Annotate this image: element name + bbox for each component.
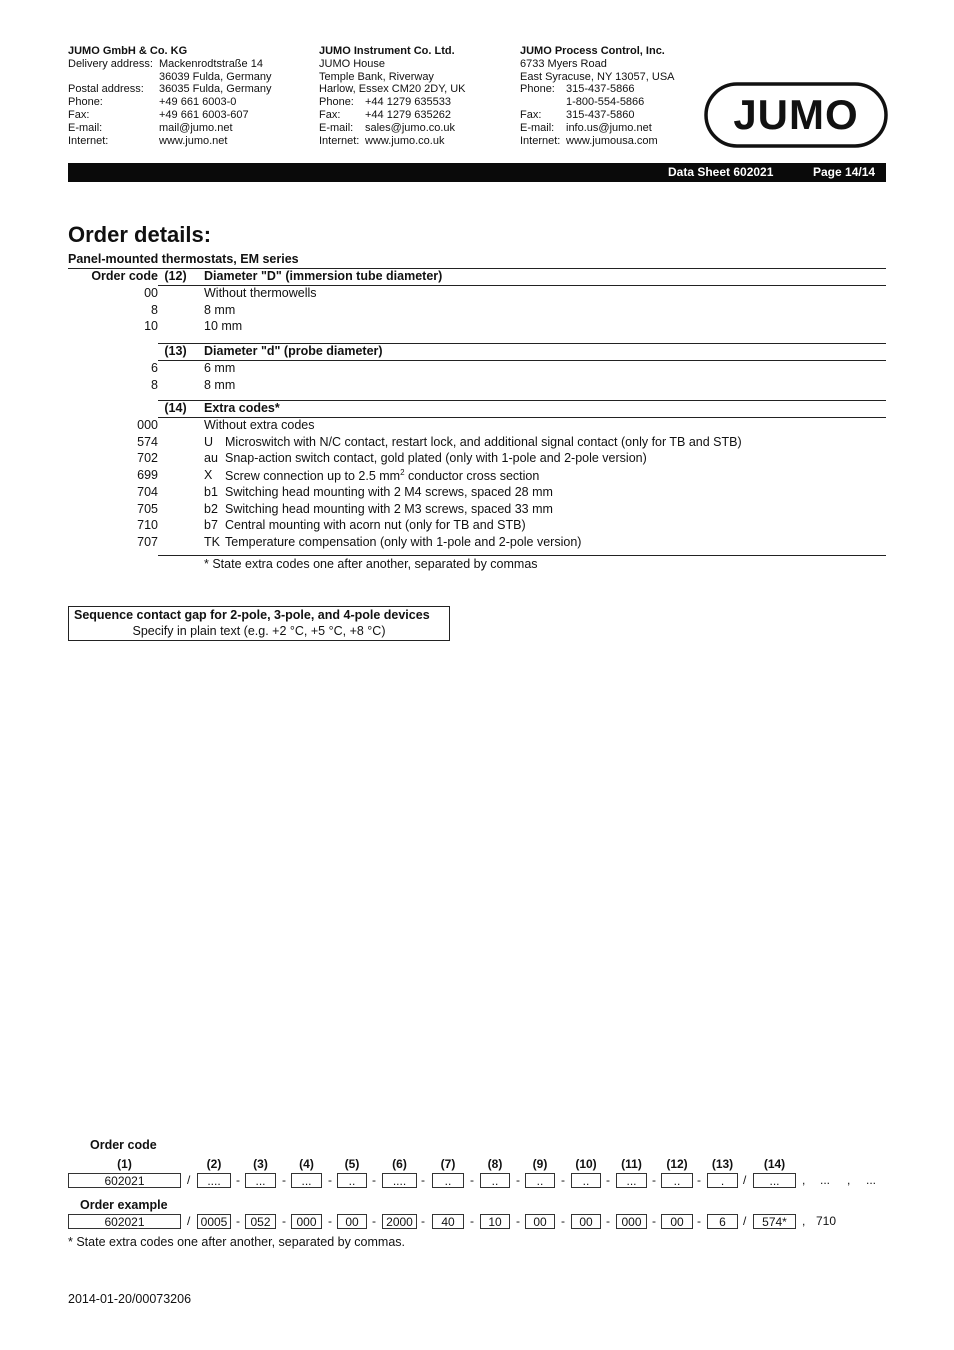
order-separator: -	[606, 1214, 610, 1228]
company-block-germany	[68, 45, 308, 147]
company-row-label: Fax:	[520, 108, 542, 121]
section-number: (13)	[164, 344, 187, 358]
order-separator: -	[697, 1214, 701, 1228]
code-description	[225, 451, 647, 465]
company-row-value: JUMO House	[319, 57, 386, 70]
order-example-field: 00	[661, 1214, 693, 1229]
order-trailing: ...	[820, 1173, 831, 1187]
order-code-value: 000	[137, 418, 158, 432]
company-row	[319, 83, 519, 96]
company-row	[319, 96, 519, 109]
company-row-value: mail@jumo.net	[159, 121, 233, 134]
order-code-field: .	[707, 1173, 738, 1188]
order-separator: -	[282, 1173, 286, 1187]
order-code-field: ...	[753, 1173, 796, 1188]
order-code-field: ..	[661, 1173, 693, 1188]
company-row-label	[520, 96, 566, 109]
company-row-value: +49 661 6003-607	[159, 108, 249, 121]
company-row-value: East Syracuse, NY 13057, USA	[520, 70, 675, 83]
code-description-text: conductor cross section	[404, 469, 540, 484]
order-code-value: 702	[137, 451, 158, 466]
company-row-value: www.jumousa.com	[566, 134, 658, 147]
company-row	[68, 83, 308, 96]
order-field-number: (8)	[487, 1157, 503, 1171]
company-row-label: Internet:	[319, 134, 360, 147]
code-description-text: 8 mm	[204, 377, 236, 392]
order-separator: -	[470, 1173, 474, 1187]
order-example-field: 000	[291, 1214, 322, 1229]
code-description	[225, 535, 581, 549]
order-example-trailing: 710	[816, 1214, 837, 1228]
code-description	[225, 435, 742, 449]
order-separator: -	[282, 1214, 286, 1228]
order-field-number: (2)	[206, 1157, 222, 1171]
company-row-value: 6733 Myers Road	[520, 57, 607, 70]
order-separator: /	[743, 1173, 747, 1187]
order-separator: -	[561, 1214, 565, 1228]
order-example-field: 000	[616, 1214, 647, 1229]
company-row-value: 1-800-554-5866	[566, 96, 645, 109]
order-code-header: Order code	[91, 269, 158, 283]
company-row	[520, 58, 710, 71]
order-code-field: ..	[571, 1173, 601, 1188]
sequence-box-text: Specify in plain text (e.g. +2 °C, +5 °C, +8 °C)	[132, 624, 386, 638]
order-example-field: 2000	[382, 1214, 417, 1229]
section-number: (12)	[164, 269, 187, 283]
company-row	[68, 135, 308, 148]
order-separator: -	[421, 1214, 425, 1228]
code-prefix: U	[204, 434, 214, 449]
company-row-label: Phone:	[520, 83, 555, 96]
company-name: JUMO Process Control, Inc.	[520, 45, 665, 57]
code-description-text: Screw connection up to 2.5 mm	[225, 469, 401, 484]
order-example-field: 052	[245, 1214, 276, 1229]
code-description-text: Microswitch with N/C contact, restart lock, and additional signal contact (only for TB and STB)	[225, 434, 742, 449]
order-code-value: 710	[137, 518, 158, 533]
company-row-value: +44 1279 635533	[365, 96, 451, 109]
code-description-text: Without thermowells	[204, 286, 317, 300]
order-separator: -	[561, 1173, 565, 1187]
order-code-field: ...	[616, 1173, 647, 1188]
order-example-trailing: ,	[802, 1214, 806, 1228]
company-row-label: Phone:	[319, 96, 354, 109]
order-separator: -	[236, 1173, 240, 1187]
order-separator: -	[236, 1214, 240, 1228]
order-separator: -	[697, 1173, 701, 1187]
order-field-number: (14)	[763, 1157, 786, 1171]
company-row-value: 36035 Fulda, Germany	[159, 83, 272, 96]
order-field-number: (11)	[621, 1157, 642, 1171]
order-code-field: ..	[480, 1173, 510, 1188]
company-row	[68, 122, 308, 135]
company-row-value: info.us@jumo.net	[566, 121, 652, 134]
company-row	[520, 83, 710, 96]
order-example-field: 00	[525, 1214, 555, 1229]
order-code-field: ...	[291, 1173, 322, 1188]
jumo-logo	[704, 82, 888, 148]
page-title: Order details:	[68, 222, 212, 247]
company-row	[319, 135, 519, 148]
company-row	[319, 71, 519, 84]
superscript: 2	[400, 468, 405, 478]
company-row-label: Phone:	[68, 96, 103, 109]
company-row	[520, 96, 710, 109]
order-field-number: (4)	[299, 1157, 314, 1171]
footer-date: 2014-01-20/00073206	[68, 1292, 192, 1306]
company-row-value: Harlow, Essex CM20 2DY, UK	[319, 83, 466, 96]
code-description	[225, 485, 553, 499]
section-title: Extra codes*	[204, 401, 280, 415]
order-code-label: Order code	[90, 1138, 157, 1152]
company-row	[68, 109, 308, 122]
code-description-text: Without extra codes	[204, 418, 315, 432]
order-code-value: 574	[137, 434, 158, 449]
order-separator: -	[516, 1214, 520, 1228]
section-number: (14)	[164, 401, 187, 415]
order-code-value: 00	[144, 286, 158, 300]
order-field-number: (13)	[711, 1157, 734, 1171]
logo-text: JUMO	[733, 91, 859, 138]
code-prefix: TK	[204, 534, 220, 549]
order-code-value: 704	[137, 484, 158, 499]
company-row	[520, 109, 710, 122]
company-row	[319, 58, 519, 71]
order-example-field: 00	[337, 1214, 367, 1229]
company-row-label: E-mail:	[319, 121, 354, 134]
company-row	[319, 122, 519, 135]
order-field-number: (1)	[117, 1157, 132, 1171]
code-prefix: b1	[204, 484, 218, 499]
divider	[158, 555, 886, 556]
code-description	[225, 518, 526, 532]
code-description	[204, 361, 235, 375]
company-row	[68, 96, 308, 109]
code-description-text: 10 mm	[204, 319, 243, 334]
order-code-value: 8	[151, 302, 158, 317]
company-row-label: Postal address:	[68, 83, 144, 96]
order-example-field: 574*	[753, 1214, 796, 1229]
order-separator: -	[372, 1173, 376, 1187]
company-row-label: E-mail:	[520, 121, 555, 134]
company-row-value: 36039 Fulda, Germany	[159, 70, 272, 83]
code-description	[204, 418, 314, 432]
page-number: Page 14/14	[813, 165, 876, 179]
order-field-number: (3)	[253, 1157, 268, 1171]
company-row	[520, 122, 710, 135]
order-code-field: ....	[197, 1173, 231, 1188]
code-description	[204, 286, 317, 300]
order-code-field: 602021	[68, 1173, 181, 1188]
code-description	[225, 502, 553, 516]
order-code-value: 699	[137, 468, 158, 483]
data-sheet-number: Data Sheet 602021	[668, 165, 774, 179]
order-code-field: ....	[382, 1173, 417, 1188]
company-row-value: Temple Bank, Riverway	[319, 70, 434, 83]
order-separator: -	[652, 1214, 656, 1228]
order-separator: -	[516, 1173, 520, 1187]
order-code-field: ..	[337, 1173, 367, 1188]
code-prefix: au	[204, 451, 218, 466]
order-trailing: ...	[866, 1173, 877, 1187]
company-row-label: Fax:	[319, 108, 341, 121]
order-field-number: (12)	[666, 1157, 688, 1171]
order-example-field: 10	[480, 1214, 510, 1229]
header-bar	[68, 163, 886, 182]
company-row-label: Internet:	[68, 134, 109, 147]
company-row-label: E-mail:	[68, 121, 103, 134]
code-prefix: X	[204, 468, 213, 483]
order-separator: /	[187, 1214, 191, 1228]
order-separator: -	[328, 1173, 332, 1187]
order-field-number: (5)	[344, 1157, 360, 1171]
order-example-field: 40	[432, 1214, 464, 1229]
order-code-value: 8	[151, 377, 158, 392]
code-description	[204, 303, 235, 317]
company-block-usa	[520, 45, 710, 147]
order-example-field: 6	[707, 1214, 738, 1229]
order-trailing: ,	[847, 1173, 851, 1187]
company-name: JUMO Instrument Co. Ltd.	[319, 45, 455, 57]
order-separator: -	[421, 1173, 425, 1187]
order-separator: -	[372, 1214, 376, 1228]
company-row-value: Mackenrodtstraße 14	[159, 57, 263, 70]
company-row-value: 315-437-5866	[566, 83, 635, 96]
company-row-label: Internet:	[520, 134, 561, 147]
code-description	[204, 319, 242, 333]
company-row-label: Delivery address:	[68, 57, 153, 70]
company-row-value: +49 661 6003-0	[159, 96, 237, 109]
order-separator: /	[187, 1173, 191, 1187]
company-row-value: 315-437-5860	[566, 108, 635, 121]
order-separator: -	[470, 1214, 474, 1228]
code-description-text: Switching head mounting with 2 M3 screws, spaced 33 mm	[225, 501, 553, 516]
company-row-label	[68, 71, 159, 84]
order-code-value: 707	[137, 534, 158, 549]
order-code-value: 6	[151, 361, 158, 375]
code-description-text: Central mounting with acorn nut (only for TB and STB)	[225, 518, 526, 533]
company-row	[68, 58, 308, 71]
sequence-box-title: Sequence contact gap for 2-pole, 3-pole, and 4-pole devices	[74, 608, 430, 622]
company-name: JUMO GmbH & Co. KG	[68, 45, 188, 57]
company-row-value: sales@jumo.co.uk	[365, 121, 456, 134]
order-example-field: 602021	[68, 1214, 181, 1229]
code-description-text: Switching head mounting with 2 M4 screws, spaced 28 mm	[225, 484, 553, 499]
code-description	[225, 468, 539, 483]
order-separator: -	[328, 1214, 332, 1228]
code-description-text: 6 mm	[204, 361, 236, 375]
code-description	[204, 378, 235, 392]
company-block-uk	[319, 45, 519, 147]
order-example-field: 0005	[197, 1214, 231, 1229]
section-footnote: * State extra codes one after another, separated by commas	[204, 556, 538, 571]
order-trailing: ,	[802, 1173, 806, 1187]
subtitle: Panel-mounted thermostats, EM series	[68, 252, 299, 266]
divider	[158, 360, 886, 361]
company-row	[520, 135, 710, 148]
order-separator: -	[606, 1173, 610, 1187]
order-field-number: (9)	[532, 1157, 548, 1171]
order-example-field: 00	[571, 1214, 601, 1229]
order-code-field: ...	[245, 1173, 276, 1188]
order-code-field: ..	[432, 1173, 464, 1188]
sequence-contact-box	[68, 606, 450, 641]
order-code-value: 10	[144, 319, 158, 334]
company-row	[68, 71, 308, 84]
order-code-value: 705	[137, 501, 158, 516]
order-separator: /	[743, 1214, 747, 1228]
order-field-number: (7)	[440, 1157, 456, 1171]
company-row-label: Fax:	[68, 108, 90, 121]
company-row-value: +44 1279 635262	[365, 108, 451, 121]
company-row	[319, 109, 519, 122]
code-description-text: Temperature compensation (only with 1-pole and 2-pole version)	[225, 534, 582, 549]
code-prefix: b7	[204, 518, 218, 533]
order-field-number: (6)	[392, 1157, 407, 1171]
order-code-field: ..	[525, 1173, 555, 1188]
section-title: Diameter "d" (probe diameter)	[204, 344, 383, 358]
code-prefix: b2	[204, 501, 218, 516]
order-separator: -	[652, 1173, 656, 1187]
company-row-value: www.jumo.net	[159, 134, 228, 147]
code-description-text: Snap-action switch contact, gold plated (only with 1-pole and 2-pole version)	[225, 451, 647, 466]
company-row	[520, 71, 710, 84]
order-footnote: * State extra codes one after another, separated by commas.	[68, 1235, 405, 1249]
order-field-number: (10)	[575, 1157, 597, 1171]
code-description-text: 8 mm	[204, 302, 236, 317]
section-title: Diameter "D" (immersion tube diameter)	[204, 269, 443, 283]
company-row-value: www.jumo.co.uk	[365, 134, 445, 147]
order-example-label: Order example	[80, 1198, 168, 1212]
